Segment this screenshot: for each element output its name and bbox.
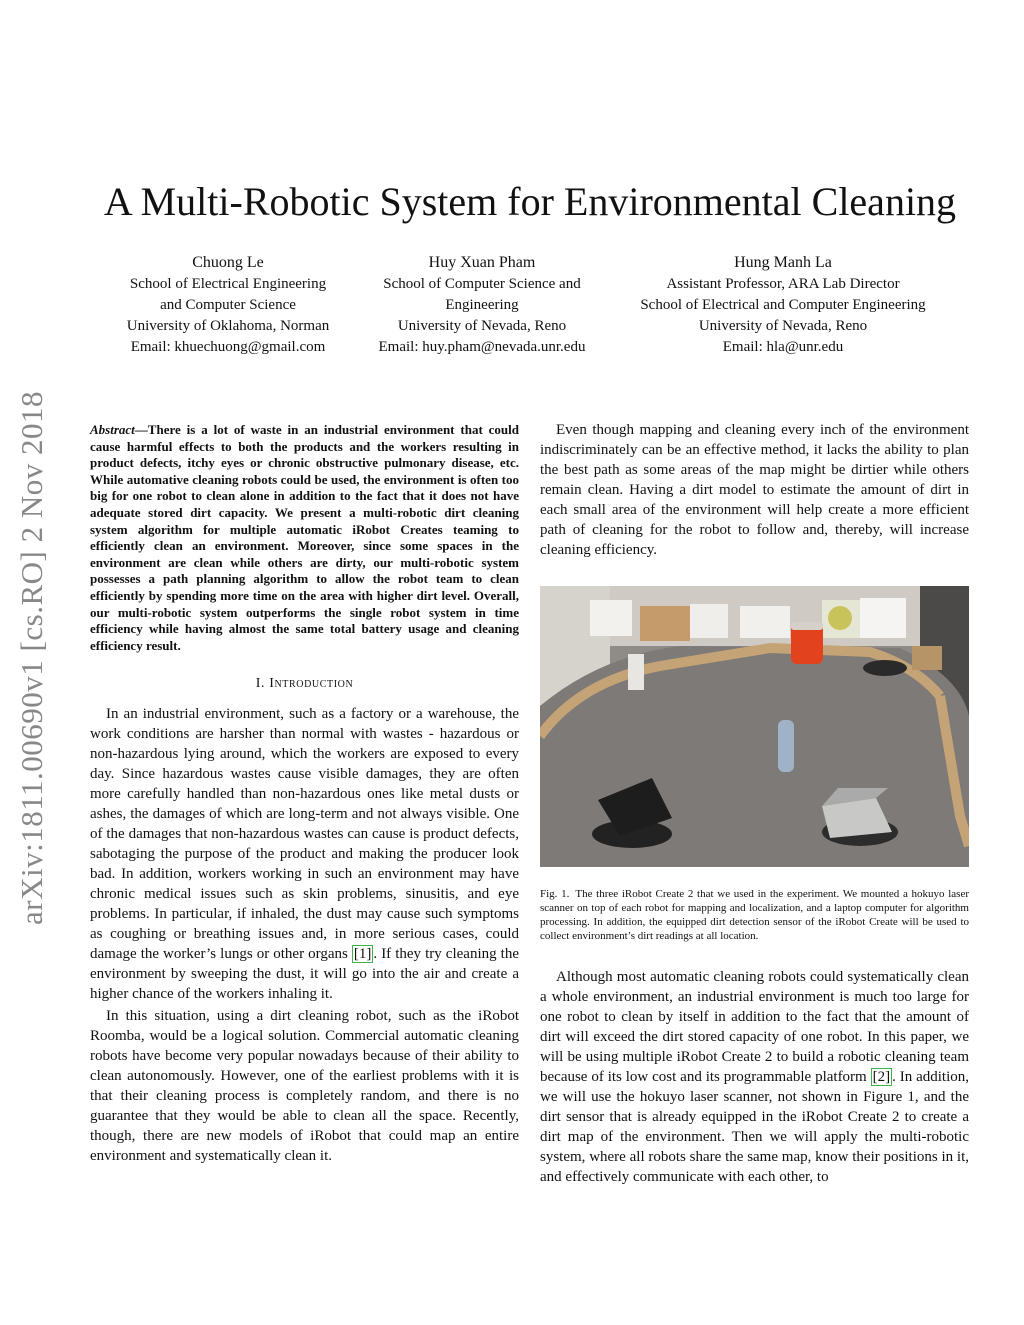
intro-paragraph-2: In this situation, using a dirt cleaning robot, such as the iRobot Roomba, would be a logical solution. Commercial automatic cleaning robots have become very popular nowadays because of their ability to clean autonomously. However, one of the earliest problems with it is that their cleaning process is completely random, and there is no guarantee that they would be able to clean all the space. Recently, though, there are new models of iRobot that could map an entire environment and systematically clean it. [90,1008,519,1165]
caption-text: The three iRobot Create 2 that we used in the experiment. We mounted a hokuyo laser scanner on top of each robot for mapping and localization, and a laptop computer for algorithm processing. In addition, the equipped dirt detection sensor of the iRobot Create will be used to collect environment’s dirt readings at all location. [540,888,969,942]
figure-1-caption [540,887,969,943]
right-column [540,420,969,1187]
citation-link-1[interactable]: [1] [353,946,372,963]
paragraph-text: . In addition, we will use the hokuyo laser scanner, not shown in Figure 1, and the dirt sensor that is already equipped in the iRobot Create 2 to create a dirt map of the environment. Then we will apply the multi-robotic system, where all robots share the same map, know their positions in it, and effectively communicate with each other, to [540,1069,970,1185]
abstract-text: —There is a lot of waste in an industrial environment that could cause harmful effects to both the products and the workers resulting in product defects, itchy eyes or chronic obstructive pulmonary disease, etc. While automative cleaning robots could be used, the environment is often too big for one robot to clean alone in addition to the fact that it does not have adequate stored dirt capacity. We present a multi-robotic dirt cleaning system algorithm for multiple automatic iRobot Creates teaming to efficiently clean an environment. Moreover, since some spaces in the environment are clean while others are dirty, our multi-robotic system possesses a path planning algorithm to allow the robot team to clean efficiently by spending more time on the area with higher dirt level. Overall, our multi-robotic system outperforms the single robot system in time efficiency while having almost the same total battery usage and cleaning efficiency result. [90,422,519,653]
author-affiliation-line: Assistant Professor, ARA Lab Director [666,276,900,292]
right-paragraph-1: Even though mapping and cleaning every inch of the environment indiscriminately can be an effective method, it lacks the ability to plan the best path as some areas of the map might be dirtier while others remain clean. Having a dirt model to estimate the amount of dirt in each small area of the environment will help create a more efficient path of cleaning for the robot to follow and, thereby, will increase cleaning efficiency. [540,422,969,558]
paragraph-text: Although most automatic cleaning robots could systematically clean a whole environment, an industrial environment is much too large for one robot to clean by itself in addition to the fact that the amount of dirt will exceed the dirt stored capacity of one robot. In this paper, we will be using multiple iRobot Create 2 to build a robotic cleaning team because of its low cost and its programmable platform [540,969,969,1085]
author-affiliation-line: School of Electrical and Computer Engineering [640,297,926,313]
abstract [90,422,519,654]
abstract-lead: Abstract [90,422,135,437]
section-number: I. [255,676,266,692]
author-block-1 [112,252,344,358]
paper-title: A Multi-Robotic System for Environmental Cleaning [103,179,957,224]
figure-label: Fig. 1. [540,888,570,900]
author-affiliation-line: School of Electrical Engineering [129,276,327,292]
author-affiliation-line: University of Nevada, Reno [397,318,567,334]
citation-link-2[interactable]: [2] [872,1069,891,1085]
figure-1-photo [540,586,969,867]
author-email: Email: hla@unr.edu [722,339,844,355]
author-name: Huy Xuan Pham [428,254,536,271]
author-affiliation-line: Engineering [445,297,519,313]
author-affiliation-line: and Computer Science [160,297,296,313]
author-affiliation-line: School of Computer Science and [383,276,581,292]
left-column [90,422,519,1166]
intro-paragraph-1 [90,704,519,1004]
arxiv-identifier: arXiv:1811.00690v1 [cs.RO] 2 Nov 2018 [14,391,49,925]
author-block-2 [362,252,602,358]
author-name: Chuong Le [192,254,264,271]
paragraph-text: . If they try cleaning the environment by sweeping the dust, it will go into the air and create a higher chance of the workers inhaling it. [90,946,519,1003]
section-heading-introduction [90,676,519,692]
author-affiliation-line: University of Nevada, Reno [698,318,868,334]
right-paragraph-2 [540,967,969,1187]
author-email: Email: khuechuong@gmail.com [130,339,326,355]
author-block-3 [612,252,954,358]
author-name: Hung Manh La [734,254,832,271]
section-title: Introduction [269,676,354,692]
author-affiliation-line: University of Oklahoma, Norman [126,318,330,334]
author-email: Email: huy.pham@nevada.unr.edu [378,339,586,355]
paragraph-text: In an industrial environment, such as a factory or a warehouse, the work conditions are harsher than normal with wastes - hazardous or non-hazardous lying around, which the workers are exposed to every day. Since hazardous wastes cause visible damages, they are often more carefully handled than non-hazardous ones like metal dusts or ashes, the damages of which are long-term and not always visible. One of the damages that non-hazardous wastes can cause is product defects, sabotaging the purpose of the product and making the producer look bad. In addition, workers working in such an environment may have chronic medical issues such as skin problems, sinusitis, and eye problems. In particular, if inhaled, the dust may cause such symptoms as coughing or breathing issues and, in more serious cases, could damage the worker’s lungs or other organs [90,706,519,963]
